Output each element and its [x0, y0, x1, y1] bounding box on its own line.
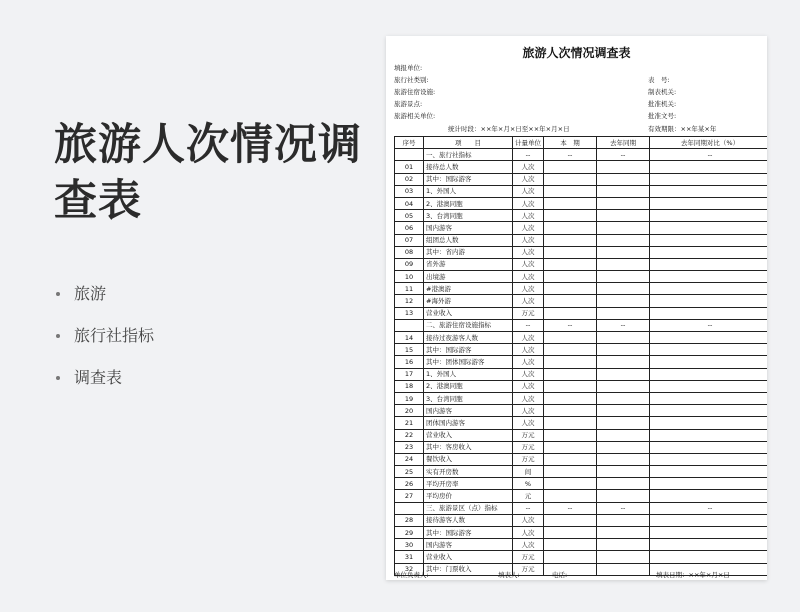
row-current: [544, 222, 597, 234]
row-item: 1、外国人: [424, 185, 513, 197]
row-index: 24: [395, 453, 424, 465]
row-unit: 人次: [513, 173, 544, 185]
row-item: 平均开房率: [424, 478, 513, 490]
table-row: [395, 234, 768, 246]
row-yoy: [650, 271, 768, 283]
table-row: [395, 258, 768, 270]
row-unit: 人次: [513, 271, 544, 283]
row-last-year: [597, 271, 650, 283]
row-item: 国内游客: [424, 539, 513, 551]
row-index: 31: [395, 551, 424, 563]
row-index: 25: [395, 466, 424, 478]
row-index: 15: [395, 344, 424, 356]
row-last-year: [597, 161, 650, 173]
col-header-item: 项 目: [424, 137, 513, 149]
row-unit: 万元: [513, 453, 544, 465]
row-unit: 人次: [513, 210, 544, 222]
row-index: [395, 502, 424, 514]
row-yoy: [650, 356, 768, 368]
row-unit: %: [513, 478, 544, 490]
row-last-year: [597, 234, 650, 246]
table-row: [395, 246, 768, 258]
row-last-year: [597, 441, 650, 453]
col-header-unit: 计量单位: [513, 137, 544, 149]
row-yoy: [650, 307, 768, 319]
row-current: [544, 527, 597, 539]
footer-phone: 电话:: [552, 571, 568, 579]
row-unit: 人次: [513, 527, 544, 539]
row-yoy: [650, 417, 768, 429]
slide-title: 旅游人次情况调查表: [54, 120, 362, 226]
field-related-unit: 旅游相关单位:: [394, 112, 436, 120]
row-index: 03: [395, 185, 424, 197]
row-index: 22: [395, 429, 424, 441]
row-last-year: [597, 551, 650, 563]
bullet-dot-icon: [56, 292, 60, 296]
table-row: [395, 332, 768, 344]
row-last-year: [597, 173, 650, 185]
row-yoy: [650, 392, 768, 404]
table-row: [395, 271, 768, 283]
table-row: [395, 210, 768, 222]
row-unit: 元: [513, 490, 544, 502]
row-item: #港澳游: [424, 283, 513, 295]
row-yoy: [650, 490, 768, 502]
row-yoy: [650, 161, 768, 173]
row-index: 02: [395, 173, 424, 185]
row-current: [544, 466, 597, 478]
row-unit: 人次: [513, 405, 544, 417]
row-unit: 万元: [513, 429, 544, 441]
table-row: [395, 441, 768, 453]
table-row: [395, 319, 768, 331]
row-current: [544, 356, 597, 368]
row-index: 11: [395, 283, 424, 295]
row-current: [544, 453, 597, 465]
row-last-year: [597, 332, 650, 344]
row-current: [544, 295, 597, 307]
row-index: 32: [395, 563, 424, 575]
row-current: [544, 429, 597, 441]
bullet-dot-icon: [56, 334, 60, 338]
row-unit: 人次: [513, 368, 544, 380]
row-last-year: [597, 417, 650, 429]
row-last-year: [597, 490, 650, 502]
row-current: [544, 551, 597, 563]
table-row: [395, 478, 768, 490]
row-item: 营业收入: [424, 429, 513, 441]
row-index: 17: [395, 368, 424, 380]
document-title: 旅游人次情况调查表: [522, 46, 631, 60]
table-row: [395, 551, 768, 563]
row-index: 01: [395, 161, 424, 173]
row-unit: 间: [513, 466, 544, 478]
row-last-year: [597, 514, 650, 526]
row-last-year: [597, 380, 650, 392]
row-last-year: [597, 222, 650, 234]
table-row: [395, 380, 768, 392]
table-row: [395, 185, 768, 197]
row-yoy: [650, 246, 768, 258]
col-header-last-year: 去年同期: [597, 137, 650, 149]
row-yoy: [650, 332, 768, 344]
row-current: [544, 197, 597, 209]
row-last-year: [597, 307, 650, 319]
row-index: 14: [395, 332, 424, 344]
keyword-label: 旅行社指标: [74, 326, 155, 345]
row-yoy: [650, 527, 768, 539]
row-current: [544, 173, 597, 185]
row-current: [544, 185, 597, 197]
col-header-yoy: 去年同期对比（%）: [650, 137, 768, 149]
row-item: 其中：团体国际游客: [424, 356, 513, 368]
row-item: 出境游: [424, 271, 513, 283]
row-current: [544, 234, 597, 246]
row-unit: 人次: [513, 246, 544, 258]
row-yoy: [650, 222, 768, 234]
row-index: 04: [395, 197, 424, 209]
row-item: 接待游客人数: [424, 514, 513, 526]
row-last-year: [597, 563, 650, 575]
row-yoy: [650, 466, 768, 478]
row-item: 3、台湾同胞: [424, 210, 513, 222]
row-yoy: [650, 234, 768, 246]
row-current: [544, 441, 597, 453]
row-last-year: [597, 527, 650, 539]
row-index: 10: [395, 271, 424, 283]
row-last-year: [597, 295, 650, 307]
row-index: 12: [395, 295, 424, 307]
row-current: [544, 283, 597, 295]
row-yoy: [650, 478, 768, 490]
valid-until: 有效期限：××年某×年: [648, 125, 717, 133]
row-unit: 人次: [513, 283, 544, 295]
row-index: 06: [395, 222, 424, 234]
table-row: [395, 283, 768, 295]
row-yoy: [650, 197, 768, 209]
row-item: 三、旅游景区（点）指标: [424, 502, 513, 514]
row-index: 18: [395, 380, 424, 392]
row-unit: 人次: [513, 392, 544, 404]
row-item: 接待总人数: [424, 161, 513, 173]
row-item: 其中：门票收入: [424, 563, 513, 575]
table-row: [395, 392, 768, 404]
row-unit: 人次: [513, 197, 544, 209]
field-issuing-authority: 制表机关:: [648, 88, 677, 96]
row-index: 07: [395, 234, 424, 246]
survey-table: [394, 136, 767, 576]
row-current: [544, 490, 597, 502]
footer-unit-head: 单位负责人:: [394, 571, 429, 579]
row-yoy: [650, 173, 768, 185]
row-yoy: --: [650, 149, 768, 161]
table-row: [395, 344, 768, 356]
row-last-year: --: [597, 319, 650, 331]
row-last-year: [597, 539, 650, 551]
table-row: [395, 417, 768, 429]
row-unit: 人次: [513, 539, 544, 551]
row-yoy: [650, 514, 768, 526]
row-current: [544, 332, 597, 344]
table-row: [395, 539, 768, 551]
row-index: 13: [395, 307, 424, 319]
row-unit: 人次: [513, 185, 544, 197]
table-row: [395, 149, 768, 161]
row-yoy: [650, 283, 768, 295]
row-index: 16: [395, 356, 424, 368]
row-yoy: [650, 185, 768, 197]
row-unit: --: [513, 502, 544, 514]
row-unit: 万元: [513, 563, 544, 575]
table-row: [395, 173, 768, 185]
table-row: [395, 295, 768, 307]
row-unit: --: [513, 149, 544, 161]
row-yoy: [650, 405, 768, 417]
row-index: 09: [395, 258, 424, 270]
row-yoy: [650, 258, 768, 270]
row-current: [544, 392, 597, 404]
row-index: 20: [395, 405, 424, 417]
row-current: [544, 417, 597, 429]
row-current: [544, 514, 597, 526]
row-item: 3、台湾同胞: [424, 392, 513, 404]
row-last-year: [597, 283, 650, 295]
col-header-index: 序号: [395, 137, 424, 149]
row-item: 国内游客: [424, 222, 513, 234]
row-unit: 人次: [513, 356, 544, 368]
row-current: [544, 210, 597, 222]
row-item: 其中：国际游客: [424, 344, 513, 356]
row-index: 30: [395, 539, 424, 551]
row-yoy: [650, 368, 768, 380]
row-current: [544, 246, 597, 258]
row-unit: 人次: [513, 222, 544, 234]
row-item: #海外游: [424, 295, 513, 307]
row-item: 营业收入: [424, 307, 513, 319]
row-unit: 万元: [513, 441, 544, 453]
field-form-number: 表 号:: [648, 76, 670, 84]
footer-filler: 填表人:: [498, 571, 520, 579]
row-current: [544, 271, 597, 283]
row-item: 餐饮收入: [424, 453, 513, 465]
row-unit: 人次: [513, 258, 544, 270]
row-unit: 人次: [513, 344, 544, 356]
row-last-year: [597, 429, 650, 441]
row-current: [544, 478, 597, 490]
row-current: --: [544, 502, 597, 514]
row-item: 营业收入: [424, 551, 513, 563]
row-yoy: [650, 551, 768, 563]
bullet-dot-icon: [56, 376, 60, 380]
row-item: 其中：省内游: [424, 246, 513, 258]
row-last-year: [597, 258, 650, 270]
field-agency-type: 旅行社类别:: [394, 76, 429, 84]
row-last-year: [597, 478, 650, 490]
keyword-list: [54, 284, 154, 410]
table-row: [395, 453, 768, 465]
row-current: [544, 539, 597, 551]
row-index: [395, 149, 424, 161]
row-item: 团体国内游客: [424, 417, 513, 429]
field-reporting-unit: 填报单位:: [394, 64, 423, 72]
table-row: [395, 222, 768, 234]
row-last-year: [597, 368, 650, 380]
row-item: 2、港澳同胞: [424, 380, 513, 392]
row-yoy: [650, 441, 768, 453]
row-last-year: [597, 405, 650, 417]
keyword-item: [54, 284, 154, 326]
keyword-label: 旅游: [74, 284, 107, 303]
row-last-year: [597, 246, 650, 258]
row-last-year: --: [597, 149, 650, 161]
row-yoy: [650, 295, 768, 307]
row-item: 组团总人数: [424, 234, 513, 246]
row-last-year: [597, 197, 650, 209]
keyword-item: [54, 368, 154, 410]
row-unit: 万元: [513, 551, 544, 563]
table-row: [395, 356, 768, 368]
table-row: [395, 368, 768, 380]
row-item: 2、港澳同胞: [424, 197, 513, 209]
row-last-year: [597, 392, 650, 404]
row-item: 一、旅行社指标: [424, 149, 513, 161]
row-yoy: [650, 344, 768, 356]
table-header-row: [395, 137, 768, 149]
row-last-year: [597, 344, 650, 356]
row-current: [544, 161, 597, 173]
table-row: [395, 527, 768, 539]
row-index: 27: [395, 490, 424, 502]
row-item: 二、旅游住宿设施指标: [424, 319, 513, 331]
row-yoy: --: [650, 319, 768, 331]
table-row: [395, 197, 768, 209]
row-current: --: [544, 319, 597, 331]
row-last-year: --: [597, 502, 650, 514]
document-preview[interactable]: [386, 36, 767, 580]
row-unit: --: [513, 319, 544, 331]
table-row: [395, 429, 768, 441]
table-row: [395, 466, 768, 478]
row-item: 实有开房数: [424, 466, 513, 478]
field-lodging: 旅游住宿设施:: [394, 88, 436, 96]
footer-date: 填表日期：××年×月×日: [656, 571, 730, 579]
row-current: --: [544, 149, 597, 161]
row-yoy: [650, 380, 768, 392]
row-index: 21: [395, 417, 424, 429]
row-item: 1、外国人: [424, 368, 513, 380]
row-last-year: [597, 356, 650, 368]
row-index: 28: [395, 514, 424, 526]
row-current: [544, 368, 597, 380]
row-item: 其中：国际游客: [424, 173, 513, 185]
row-index: 26: [395, 478, 424, 490]
row-last-year: [597, 466, 650, 478]
row-index: 29: [395, 527, 424, 539]
table-row: [395, 405, 768, 417]
row-last-year: [597, 210, 650, 222]
row-index: 08: [395, 246, 424, 258]
row-item: 国内游客: [424, 405, 513, 417]
row-item: 接待过夜游客人数: [424, 332, 513, 344]
row-unit: 人次: [513, 332, 544, 344]
row-unit: 万元: [513, 307, 544, 319]
keyword-item: [54, 326, 154, 368]
field-approval-authority: 批准机关:: [648, 100, 677, 108]
row-current: [544, 307, 597, 319]
col-header-current: 本 期: [544, 137, 597, 149]
row-last-year: [597, 453, 650, 465]
row-current: [544, 380, 597, 392]
row-index: [395, 319, 424, 331]
row-unit: 人次: [513, 234, 544, 246]
row-index: 05: [395, 210, 424, 222]
row-item: 省外游: [424, 258, 513, 270]
row-yoy: [650, 539, 768, 551]
table-row: [395, 514, 768, 526]
row-unit: 人次: [513, 417, 544, 429]
row-item: 其中：客房收入: [424, 441, 513, 453]
row-current: [544, 405, 597, 417]
field-scenic-spot: 旅游景点:: [394, 100, 423, 108]
row-item: 平均房价: [424, 490, 513, 502]
table-row: [395, 502, 768, 514]
keyword-label: 调查表: [74, 368, 123, 387]
row-unit: 人次: [513, 295, 544, 307]
row-index: 23: [395, 441, 424, 453]
row-unit: 人次: [513, 380, 544, 392]
field-approval-number: 批准文号:: [648, 112, 677, 120]
row-unit: 人次: [513, 161, 544, 173]
row-unit: 人次: [513, 514, 544, 526]
table-row: [395, 490, 768, 502]
row-yoy: [650, 429, 768, 441]
statistics-period: 统计时段：××年×月×日至××年×月×日: [448, 125, 570, 133]
row-yoy: [650, 453, 768, 465]
table-row: [395, 161, 768, 173]
row-last-year: [597, 185, 650, 197]
row-current: [544, 344, 597, 356]
table-row: [395, 307, 768, 319]
row-yoy: [650, 210, 768, 222]
row-item: 其中：国际游客: [424, 527, 513, 539]
row-index: 19: [395, 392, 424, 404]
row-current: [544, 258, 597, 270]
row-yoy: --: [650, 502, 768, 514]
